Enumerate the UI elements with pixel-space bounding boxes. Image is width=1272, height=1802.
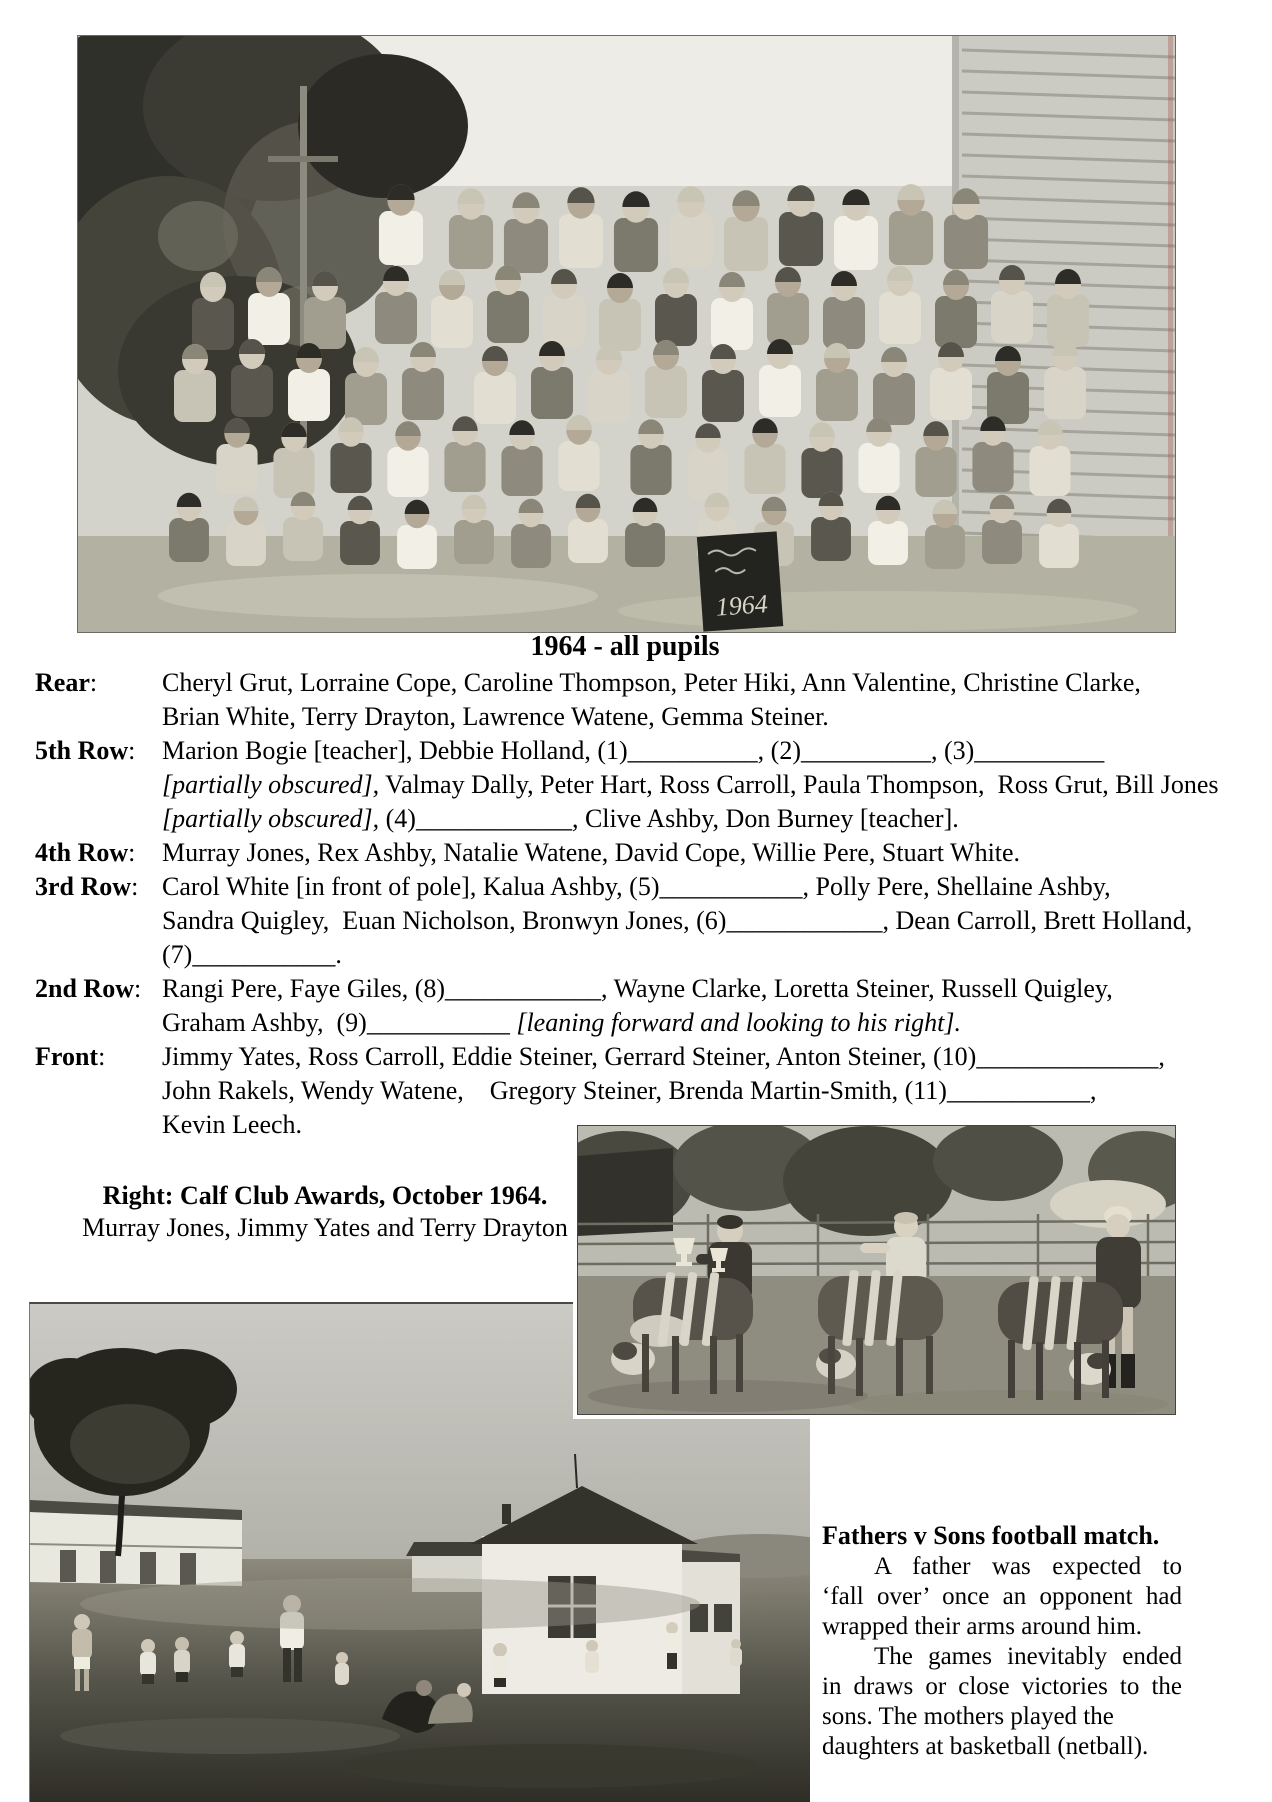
row-label: 5th Row: — [35, 736, 136, 765]
pupil-roster — [35, 666, 1250, 1142]
roster-line: Brian White, Terry Drayton, Lawrence Watene, Gemma Steiner. — [162, 702, 829, 731]
roster-line: Jimmy Yates, Ross Carroll, Eddie Steiner, Gerrard Steiner, Anton Steiner, (10)______________, — [162, 1042, 1165, 1071]
fathers-line: The games inevitably ended — [874, 1643, 1182, 1670]
fathers-line: sons. The mothers played the — [822, 1703, 1114, 1730]
calf-caption-names: Murray Jones, Jimmy Yates and Terry Drayton — [82, 1213, 568, 1242]
sign-year-text: 1964 — [714, 589, 769, 622]
fathers-line: A father was expected to — [874, 1553, 1182, 1580]
row-label: Rear: — [35, 668, 98, 697]
roster-line: Marion Bogie [teacher], Debbie Holland, (1)__________, (2)__________, (3)__________ — [162, 736, 1105, 765]
roster-line: Sandra Quigley, Euan Nicholson, Bronwyn Jones, (6)____________, Dean Carroll, Brett Holland, — [162, 906, 1193, 935]
roster-line: Murray Jones, Rex Ashby, Natalie Watene, David Cope, Willie Pere, Stuart White. — [162, 838, 1021, 867]
calf-club-photo — [577, 1125, 1176, 1415]
photo-caption: 1964 - all pupils — [530, 631, 720, 662]
roster-line: John Rakels, Wendy Watene, Gregory Steiner, Brenda Martin-Smith, (11)___________, — [162, 1076, 1097, 1105]
roster-line: Graham Ashby, (9)___________ [leaning forward and looking to his right]. — [162, 1008, 962, 1037]
roster-line: Rangi Pere, Faye Giles, (8)____________, Wayne Clarke, Loretta Steiner, Russell Quigley, — [162, 974, 1113, 1003]
fathers-body — [822, 1552, 1182, 1762]
fathers-line: daughters at basketball (netball). — [822, 1733, 1149, 1760]
calf-caption — [75, 1180, 575, 1244]
calf-caption-title: Right: Calf Club Awards, October 1964. — [102, 1181, 548, 1210]
roster-entry — [35, 870, 1250, 972]
roster-entry — [35, 972, 1250, 1040]
fathers-line: wrapped their arms around him. — [822, 1613, 1143, 1640]
row-label: Front: — [35, 1042, 106, 1071]
row-label: 4th Row: — [35, 838, 136, 867]
class-photo-1964 — [77, 35, 1176, 633]
roster-entry — [35, 666, 1250, 734]
roster-line: [partially obscured], (4)____________, Clive Ashby, Don Burney [teacher]. — [162, 804, 959, 833]
chalkboard-sign — [697, 531, 783, 631]
classroom-block — [30, 1500, 242, 1586]
fathers-line: ‘fall over’ once an opponent had — [822, 1583, 1182, 1610]
fathers-title: Fathers v Sons football match. — [822, 1521, 1160, 1550]
roster-line: [partially obscured], Valmay Dally, Peter Hart, Ross Carroll, Paula Thompson, Ross Grut, Bill Jones — [162, 770, 1219, 799]
roster-line: Carol White [in front of pole], Kalua Ashby, (5)___________, Polly Pere, Shellaine Ashby, — [162, 872, 1111, 901]
row-label: 2nd Row: — [35, 974, 142, 1003]
fathers-article — [822, 1520, 1182, 1762]
roster-line: Kevin Leech. — [162, 1110, 303, 1139]
roster-line: Cheryl Grut, Lorraine Cope, Caroline Thompson, Peter Hiki, Ann Valentine, Christine Clarke, — [162, 668, 1141, 697]
roster-entry — [35, 836, 1250, 870]
row-label: 3rd Row: — [35, 872, 139, 901]
roster-entry — [35, 734, 1250, 836]
fathers-line: in draws or close victories to the — [822, 1673, 1182, 1700]
roster-line: (7)___________. — [162, 940, 342, 969]
